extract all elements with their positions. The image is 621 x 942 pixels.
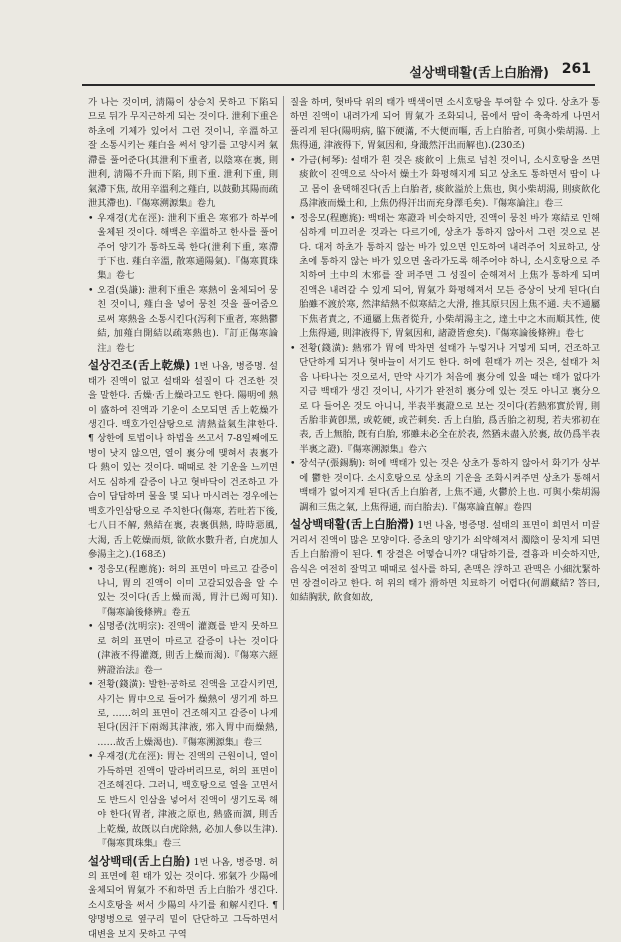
commentary-entry [290,154,600,212]
left-column [88,96,279,940]
commentary-entry [88,678,278,750]
term-body: 1번 나옴, 병증명. 설태가 진액이 없고 설태와 설질이 다 건조한 것을 말한다. 舌燥·舌上燥라고도 한다. 陽明에 熱이 盛하여 진액과 기운이 소모되면 舌上乾燥가 생긴다. 백호가인삼탕으로 淸熱益氣生津한다. ¶ 상한에 토법이나 하법을 쓰고서 7-8일째에도 병이 낫지 않으면, 열이 裏分에 맺혀서 表裏가 다 熱이 있는 것이다. 때때로 찬 기운을 느끼면서도 심하게 갈증이 나고 혓바닥이 건조하고 가슴이 답답하며 물을 몇 되나 마시려는 경우에는 백호가인삼탕으로 주치한다(傷寒, 若吐若下後, 七八日不解, 熱結在裏, 表裏俱熱, 時時惡風, 大渴, 舌上乾燥而煩, 欲飮水數升者, 白虎加人參湯主之).(168조) [88,361,279,561]
page-number: 261 [561,61,591,77]
commentary-entry [290,342,600,458]
bullet-icon: • [88,563,94,575]
term-heading: 설상건조(舌上乾燥) [88,358,191,373]
running-header-title: 설상백태활(舌上白胎滑) [409,66,549,81]
term-heading: 설상백태(舌上白胎) [88,853,191,868]
term-body: 1번 나옴, 병증명. 설태의 표면이 희면서 미끌거리서 진액이 많은 모양이다. 증초의 양기가 쇠약해져서 濁陰이 뭉치게 되면 舌上白胎滑이 된다. ¶ 장결은 어떻습니까? 대답하기를, 결흉과 비슷하지만, 음식은 여전히 잘먹고 때때로 설사를 하되, 촌맥은 浮하고 관맥은 小細沈緊하면 장결이라고 한다. 허 위의 태가 滑하면 치료하기 어렵다(何謂藏結? 答曰, 如結胸狀, 飮食如故, [290,520,601,604]
column-divider [283,96,284,910]
commentary-entry [290,457,600,515]
commentary-entry [88,284,278,356]
bullet-icon: • [88,212,94,224]
term-heading: 설상백태활(舌上白胎滑) [290,517,415,532]
commentary-text: 심명종(沈明宗): 진액이 灌漑를 받지 못하므로 허의 표면이 마르고 갈증이 나는 것이다(津液不得灌漑, 則舌上燥而渴).『傷寒六經辨證治法』卷一 [97,621,278,676]
bullet-icon: • [290,212,296,224]
header-rule [82,84,595,86]
bullet-icon: • [290,342,296,354]
commentary-text: 전황(錢潢): 발한·공하로 진액을 고갈시키면, 사기는 胃中으로 들어가 燥熱이 생기게 하므로, ……허의 표면이 건조해지고 갈증이 나게 된다(因汗下兩竭其津液, 邪入胃中而燥熱, ……故舌上燥渴也).『傷寒溯源集』卷三 [97,679,278,748]
running-header [0,58,621,84]
bullet-icon: • [88,284,94,296]
bullet-icon: • [88,751,94,763]
bullet-icon: • [290,154,296,166]
paragraph: 질을 하며, 혓바닥 위의 태가 백색이면 소시호탕을 투여할 수 있다. 상초가 통하면 진액이 내려가게 되어 胃氣가 조화되니, 몸에서 땀이 축축하게 나면서 풀리게 된다(陽明病, 脇下硬滿, 不大便而嘔, 舌上白胎者, 可與小柴胡湯. 上焦得通, 津液得下, 胃氣因和, 身濈然汗出而解也).(230조) [290,97,600,152]
commentary-entry [88,563,278,621]
commentary-entry [290,212,600,342]
bullet-icon: • [88,621,94,633]
commentary-entry [88,620,278,678]
commentary-entry [88,212,278,284]
commentary-text: 장석구(張錫駒): 허에 백태가 있는 것은 상초가 통하지 않아서 화기가 상부에 鬱한 것이다. 소시호탕으로 상초의 기운을 조화시켜주면 상초가 통해서 백태가 없어지게 된다(舌上白胎者, 上焦不通, 火鬱於上也. 可與小柴胡湯調和三焦之氣, 上焦得通, 而白胎去).『傷寒論直解』卷四 [299,458,600,513]
term-body: 1번 나옴, 병증명. 허의 표면에 흰 태가 있는 것이다. 邪氣가 少陽에 울체되어 胃氣가 不和하면 舌上白胎가 생긴다. 소시호탕을 써서 少陽의 사기를 和解시킨다. ¶ 양명병으로 옆구리 밑이 단단하고 그득하면서 대변을 보지 못하고 구역 [88,856,279,940]
term-entry [290,517,600,606]
commentary-entry [88,750,278,851]
commentary-text: 정응모(程應旄): 백태는 寒證과 비슷하지만, 진액이 뭉친 바가 寒結로 인해 심하게 미끄러운 것과는 다르기에, 상초가 통하지 않아서 그런 것으로 본다. 대저 하초가 통하지 않는 바가 있으면 인도하여 내려주어 치료하고, 상초에 통하지 않는 바가 있으면 올라가도록 해주어야 하니, 소시호탕으로 주치하여 土中의 木邪를 잘 퍼주면 그 성질이 순해져서 上焦가 통하게 되며 진액은 내려갈 수 있게 되어, 胃氣가 화평해져서 모든 증상이 낫게 된다(白胎雖不渡於寒, 然津結熱不似寒結之大滑, 推其原只因上焦不通. 夫不通屬下焦者責之, 不通屬上焦者從升, 小柴胡湯主之, 達土中之木而順其性, 使上焦得通, 則津液得下, 胃氣因和, 諸證皆愈矣).『傷寒論後條辨』卷七 [299,212,600,340]
commentary-text: 가금(柯琴): 설태가 흰 것은 痰飮이 上焦로 넘친 것이니, 소시호탕을 쓰면 痰飮이 진액으로 삭아서 燥土가 화평해지게 되고 상초도 통하면서 땀이 나고 몸이 윤택해진다(舌上白胎者, 痰飮溢於上焦也, 與小柴胡湯, 則痰飮化爲津液而燥土和, 上焦仍得汗出而充身澤毛矣).『傷寒論注』卷三 [299,154,600,210]
term-entry [88,854,278,942]
commentary-text: 우재경(尤在涇): 泄利下重은 寒邪가 하부에 울체된 것이다. 해백은 辛溫하고 한사를 풀어주어 양기가 통하도록 한다(泄利下重, 寒滯于下也. 薤白辛溫, 散寒通陽氣).『傷寒貫珠集』卷七 [97,212,278,282]
commentary-text: 우재경(尤在涇): 胃는 진액의 근원이니, 열이 가득하면 진액이 말라버리므로, 허의 표면이 건조해진다. 그러니, 백호탕으로 열을 고면서도 반드시 인삼을 넣어서 진액이 생기도록 해야 한다(胃者, 津液之原也, 熱盛而涸, 則舌上乾燥, 故旣以白虎除熱, 必加人參以生津).『傷寒貫珠集』卷三 [97,751,278,850]
commentary-text: 오겸(吳謙): 泄利下重은 寒熱이 울체되어 뭉친 것이니, 薤白을 넣어 뭉친 것을 풀어줌으로써 寒熱을 소통시킨다(泻利下重者, 寒熱鬱結, 加薤白開結以疏寒熱也).『訂正傷寒論注』卷七 [97,284,278,354]
commentary-text: 정응모(程應旄): 허의 표면이 마르고 갈증이 나니, 胃의 진액이 이미 고갈되었음을 알 수 있는 것이다(舌上燥而渴, 胃汁已竭可知).『傷寒論後條辨』卷五 [97,563,278,618]
paragraph: 가 나는 것이며, 淸陽이 상승치 못하고 下陷되므로 뒤가 무지근하게 되는 것이다. 泄利下重은 하초에 기체가 있어서 그런 것이니, 辛溫하고 잘 소통시키는 薤白을 써서 양기를 고양시켜 氣滯를 풀어준다(其泄利下重者, 以陰寒在裏, 則泄利, 淸陽不升而下陷, 則下重. 泄利下重, 則氣滯下焦, 故用辛溫利之薤白, 以鼓動其陽而疏泄其滯也).『傷寒溯源集』卷九 [88,97,278,210]
bullet-icon: • [88,679,94,691]
commentary-text: 전황(錢潢): 熱邪가 胃에 박차면 설태가 누렇거나 거멓게 되며, 건조하고 단단하게 되거나 혓바늘이 서기도 한다. 허에 흰태가 끼는 것은, 설태가 처음 나타나는 것으로서, 만약 사기가 처음에 裏分에 있을 때는 태가 없다가 지금 백태가 생긴 것이니, 사기가 완전히 裏分에 있는 것도 아니고 裏分으로 다 들어온 것도 아니니, 半表半裏證으로 보는 것이다(若熱邪實於胃, 則舌胎非黃卽黑, 或乾硬, 或芒刺矣. 舌上白胎, 爲舌胎之初現, 若夫邪初在表, 舌上無胎, 旣有白胎, 邪雖未必全在於表, 然猶未盡入於裏, 故仍爲半表半裏之證).『傷寒溯源集』卷六 [299,342,600,455]
bullet-icon: • [290,458,296,470]
right-column [290,96,600,912]
term-entry [88,358,278,562]
